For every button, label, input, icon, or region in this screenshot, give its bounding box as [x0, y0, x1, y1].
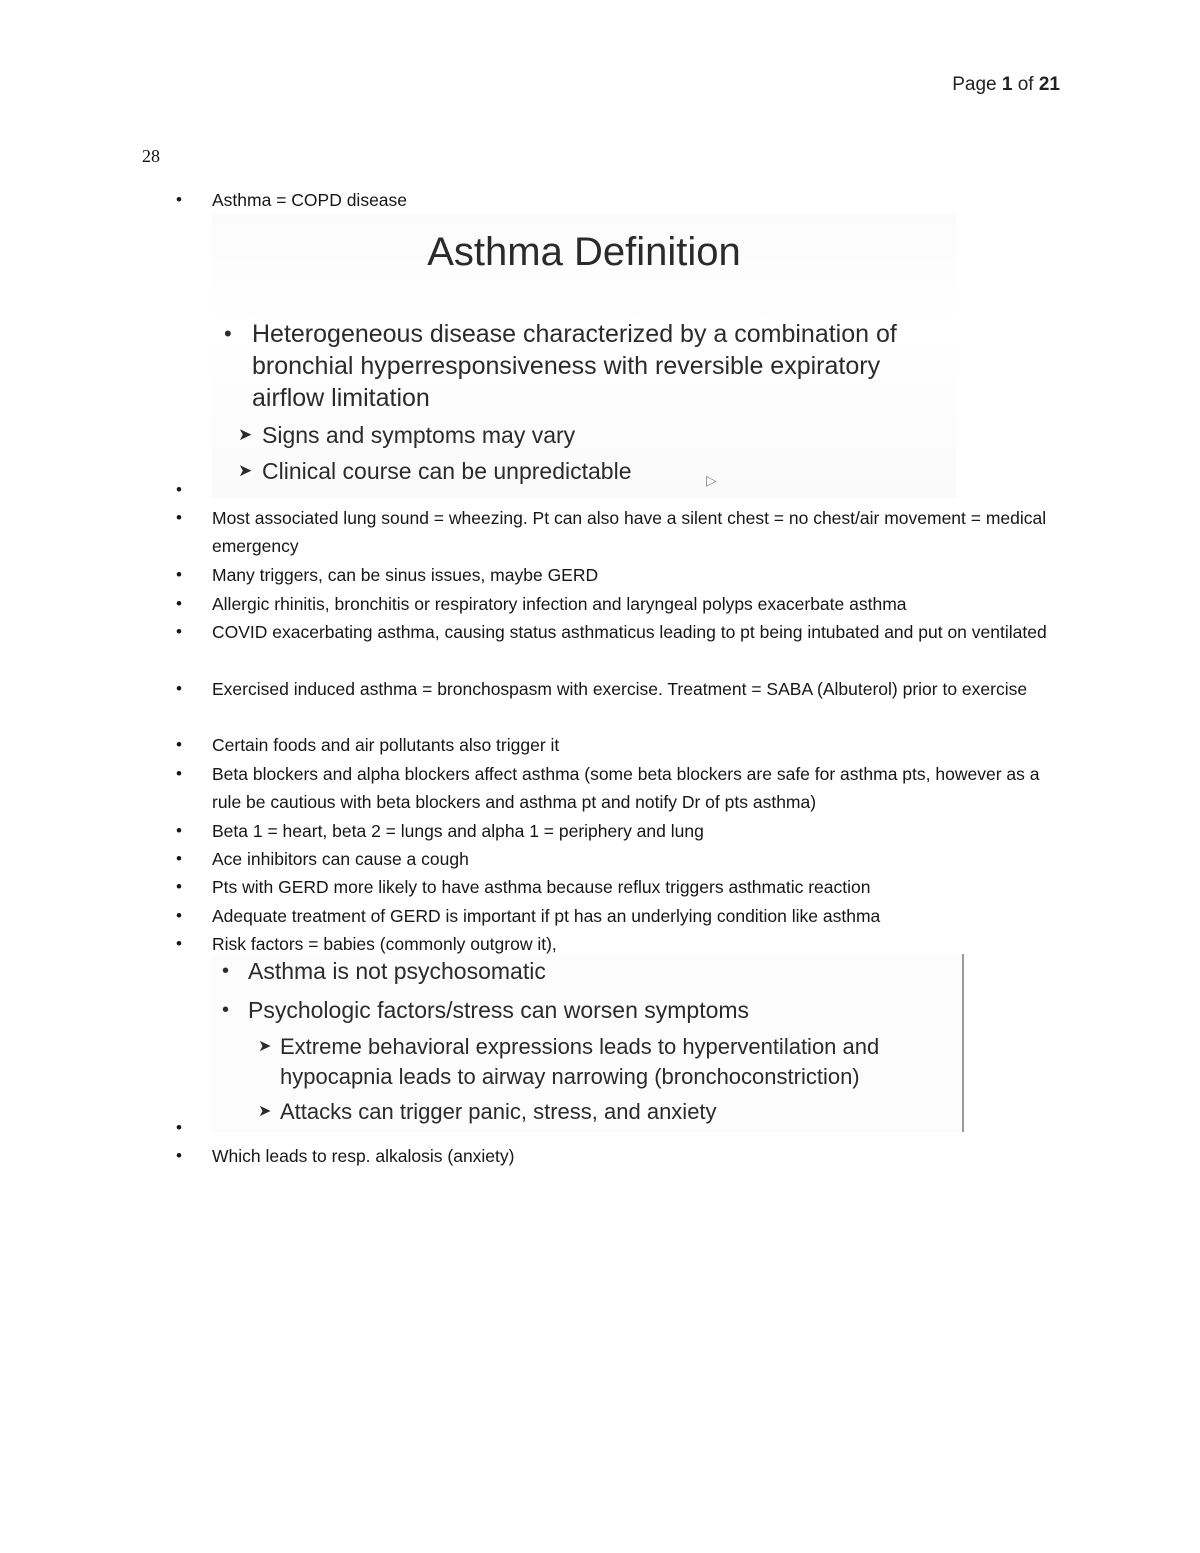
slide-sub-point-text: Clinical course can be unpredictable — [262, 458, 632, 484]
slide-main-point-text: Heterogeneous disease characterized by a combination of bronchial hyperresponsiveness with reversible expiratory airflow limitation — [252, 320, 897, 412]
slide-sub-point-text: Extreme behavioral expressions leads to hyperventilation and hypocapnia leads to airway narrowing (bronchoconstriction) — [280, 1034, 880, 1089]
slide-sub-point — [258, 1032, 960, 1092]
list-item-text: Most associated lung sound = wheezing. Pt can also have a silent chest = no chest/air movement = medical emergency — [212, 508, 1047, 556]
slide-bullet-icon: • — [222, 960, 230, 982]
arrow-bullet-icon: ➤ — [258, 1038, 272, 1055]
slide-point — [222, 995, 958, 1025]
slide-sub-point — [238, 456, 902, 486]
list-item-text: Many triggers, can be sinus issues, maybe GERD — [212, 565, 599, 585]
slide-point-text: Psychologic factors/stress can worsen symptoms — [248, 997, 750, 1023]
bullet-icon: • — [176, 1118, 182, 1137]
slide-image-psychologic-factors — [212, 954, 964, 1132]
bullet-icon: • — [176, 821, 182, 840]
list-item-text: Risk factors = babies (commonly outgrow it), — [212, 934, 557, 954]
bullet-icon: • — [176, 565, 182, 584]
page-prefix: Page — [952, 74, 997, 95]
slide-title: Asthma Definition — [427, 230, 741, 274]
list-item-text: Allergic rhinitis, bronchitis or respiratory infection and laryngeal polyps exacerbate asthma — [212, 594, 907, 614]
bullet-icon: • — [176, 1146, 182, 1165]
list-item-text: COVID exacerbating asthma, causing status asthmaticus leading to pt being intubated and put on ventilated — [212, 622, 1047, 642]
page-of: of — [1017, 74, 1034, 95]
bullet-icon: • — [176, 906, 182, 925]
list-item-text: Which leads to resp. alkalosis (anxiety) — [212, 1146, 515, 1166]
list-item-text: Beta 1 = heart, beta 2 = lungs and alpha 1 = periphery and lung — [212, 821, 704, 841]
bullet-icon: • — [176, 934, 182, 953]
arrow-bullet-icon: ➤ — [238, 425, 253, 444]
list-item-text: Beta blockers and alpha blockers affect asthma (some beta blockers are safe for asthma pts, however as a rule be cautious with beta blockers and asthma pt and notify Dr of pts asthma) — [212, 764, 1040, 812]
slide-sub-point-text: Attacks can trigger panic, stress, and anxiety — [280, 1099, 717, 1124]
page-number — [952, 74, 1060, 96]
slide-sub-point — [258, 1097, 960, 1127]
slide-sub-point-text: Signs and symptoms may vary — [262, 422, 576, 448]
list-item-text: Exercised induced asthma = bronchospasm with exercise. Treatment = SABA (Albuterol) prior to exercise — [212, 679, 1028, 699]
bullet-icon: • — [176, 679, 182, 698]
bullet-icon: • — [176, 735, 182, 754]
bullet-icon: • — [176, 764, 182, 783]
list-item-text: Certain foods and air pollutants also trigger it — [212, 735, 560, 755]
bullet-icon: • — [176, 508, 182, 527]
bullet-icon: • — [176, 877, 182, 896]
page-current: 1 — [1001, 74, 1013, 95]
page-marker: 28 — [142, 146, 160, 166]
list-item-text: Asthma = COPD disease — [212, 190, 408, 210]
slide-bullet-icon: • — [224, 321, 232, 346]
bullet-icon: • — [176, 849, 182, 868]
arrow-bullet-icon: ➤ — [258, 1103, 272, 1120]
bullet-icon: • — [176, 480, 182, 499]
list-item-text: Pts with GERD more likely to have asthma because reflux triggers asthmatic reaction — [212, 877, 871, 897]
bullet-icon: • — [176, 190, 182, 209]
mouse-cursor-icon: ▷ — [706, 472, 717, 488]
slide-image-asthma-definition — [212, 214, 956, 498]
list-item-text: Adequate treatment of GERD is important if pt has an underlying condition like asthma — [212, 906, 881, 926]
slide-bullet-icon: • — [222, 999, 230, 1021]
slide-point-text: Asthma is not psychosomatic — [248, 958, 546, 984]
bullet-icon: • — [176, 594, 182, 613]
slide-point — [222, 956, 958, 986]
arrow-bullet-icon: ➤ — [238, 461, 253, 480]
page-total: 21 — [1038, 74, 1060, 95]
bullet-icon: • — [176, 622, 182, 641]
slide-sub-point — [238, 420, 902, 450]
slide-main-point — [224, 318, 952, 414]
list-item-text: Ace inhibitors can cause a cough — [212, 849, 469, 869]
